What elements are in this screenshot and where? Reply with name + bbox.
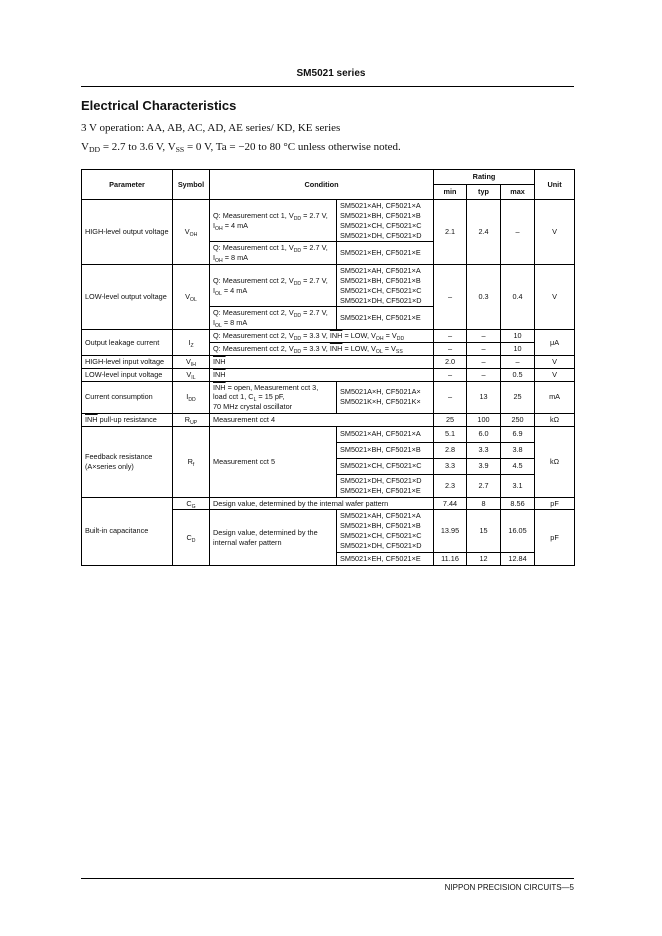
param-iz: Output leakage current bbox=[82, 330, 173, 356]
device-list: SM5021×AH, CF5021×A SM5021×BH, CF5021×B SM5021×CH, CF5021×C SM5021×DH, CF5021×D bbox=[337, 510, 434, 552]
header-row bbox=[82, 170, 575, 185]
min-value: 13.95 bbox=[434, 510, 467, 552]
page-header-title: SM5021 series bbox=[296, 68, 366, 79]
param-voh: HIGH-level output voltage bbox=[82, 200, 173, 265]
table-row bbox=[82, 330, 575, 343]
symbol-rf: $R_f$ bbox=[173, 426, 210, 497]
table-row bbox=[82, 381, 575, 414]
min-value: 2.8 bbox=[434, 442, 467, 458]
device-list: SM5021×BH, CF5021×B bbox=[337, 442, 434, 458]
device-list: SM5021×AH, CF5021×A SM5021×BH, CF5021×B SM5021×CH, CF5021×C SM5021×DH, CF5021×D bbox=[337, 265, 434, 307]
condition-cell: Q: Measurement cct 1, $V_{DD} = 2.7$ V, $I_{OH} = 4$ mA bbox=[210, 200, 337, 242]
max-value: – bbox=[501, 355, 535, 368]
section-title: Electrical Characteristics bbox=[81, 98, 237, 113]
typ-value: 3.9 bbox=[467, 458, 501, 474]
typ-value: 0.3 bbox=[467, 265, 501, 330]
max-value: 3.8 bbox=[501, 442, 535, 458]
min-value: 2.1 bbox=[434, 200, 467, 265]
header-min: min bbox=[434, 185, 467, 200]
max-value: 0.4 bbox=[501, 265, 535, 330]
unit-value: pF bbox=[535, 497, 575, 510]
symbol-vol: $V_{OL}$ bbox=[173, 265, 210, 330]
condition-cell: $\overline{INH}$ bbox=[210, 355, 434, 368]
condition-cell: Q: Measurement cct 2, $V_{DD} = 2.7$ V, $I_{OL} = 8$ mA bbox=[210, 307, 337, 330]
param-vil: LOW-level input voltage bbox=[82, 368, 173, 381]
min-value: 5.1 bbox=[434, 426, 467, 442]
header-unit: Unit bbox=[535, 170, 575, 200]
operation-line: 3 V operation: AA, AB, AC, AD, AE series/ KD, KE series bbox=[81, 122, 341, 134]
unit-value: μA bbox=[535, 330, 575, 356]
min-value: – bbox=[434, 265, 467, 330]
param-capacitance: Built-in capacitance bbox=[82, 497, 173, 565]
max-value: 10 bbox=[501, 342, 535, 355]
table-row bbox=[82, 414, 575, 427]
device-list: SM5021×CH, CF5021×C bbox=[337, 458, 434, 474]
typ-value: – bbox=[467, 368, 501, 381]
condition-cell: $\overline{INH}$ bbox=[210, 368, 434, 381]
condition-cell: Measurement cct 5 bbox=[210, 426, 337, 497]
symbol-vil: $V_{IL}$ bbox=[173, 368, 210, 381]
device-list: SM5021×EH, CF5021×E bbox=[337, 307, 434, 330]
symbol-cg: $C_G$ bbox=[173, 497, 210, 510]
typ-value: 6.0 bbox=[467, 426, 501, 442]
table-row bbox=[82, 355, 575, 368]
param-vih: HIGH-level input voltage bbox=[82, 355, 173, 368]
typ-value: – bbox=[467, 342, 501, 355]
param-rup: $\overline{INH}$ pull-up resistance bbox=[82, 414, 173, 427]
max-value: 12.84 bbox=[501, 552, 535, 565]
max-value: – bbox=[501, 200, 535, 265]
max-value: 0.5 bbox=[501, 368, 535, 381]
table-row bbox=[82, 265, 575, 307]
typ-value: 100 bbox=[467, 414, 501, 427]
min-value: – bbox=[434, 342, 467, 355]
max-value: 6.9 bbox=[501, 426, 535, 442]
condition-cell: $\overline{INH}$ = open, Measurement cct 3, load cct 1, $C_L = 15$ pF, 70 MHz crystal oscillator bbox=[210, 381, 337, 414]
device-list: SM5021×AH, CF5021×A bbox=[337, 426, 434, 442]
symbol-cd: $C_D$ bbox=[173, 510, 210, 565]
header-condition: Condition bbox=[210, 170, 434, 200]
unit-value: V bbox=[535, 265, 575, 330]
min-value: – bbox=[434, 368, 467, 381]
typ-value: 2.7 bbox=[467, 474, 501, 497]
param-rf: Feedback resistance (A×series only) bbox=[82, 426, 173, 497]
typ-value: 2.4 bbox=[467, 200, 501, 265]
symbol-idd: $I_{DD}$ bbox=[173, 381, 210, 414]
footer-page-label: NIPPON PRECISION CIRCUITS—5 bbox=[444, 883, 574, 892]
header-parameter: Parameter bbox=[82, 170, 173, 200]
min-value: 7.44 bbox=[434, 497, 467, 510]
min-value: 3.3 bbox=[434, 458, 467, 474]
unit-value: pF bbox=[535, 510, 575, 565]
condition-cell: Q: Measurement cct 1, $V_{DD} = 2.7$ V, $I_{OH} = 8$ mA bbox=[210, 242, 337, 265]
min-value: – bbox=[434, 381, 467, 414]
footer-divider bbox=[81, 878, 574, 879]
typ-value: – bbox=[467, 330, 501, 343]
conditions-line: $V_{DD} = 2.7$ to 3.6 V, $V_{SS} = 0$ V, Ta = −20 to 80 °C unless otherwise noted. bbox=[81, 141, 401, 154]
min-value: – bbox=[434, 330, 467, 343]
table-row bbox=[82, 200, 575, 242]
max-value: 8.56 bbox=[501, 497, 535, 510]
unit-value: kΩ bbox=[535, 414, 575, 427]
symbol-vih: $V_{IH}$ bbox=[173, 355, 210, 368]
typ-value: 13 bbox=[467, 381, 501, 414]
header-rating: Rating bbox=[434, 170, 535, 185]
table-row bbox=[82, 368, 575, 381]
max-value: 3.1 bbox=[501, 474, 535, 497]
max-value: 16.05 bbox=[501, 510, 535, 552]
condition-cell: Q: Measurement cct 2, $V_{DD} = 3.3$ V, $\overline{INH}$ = LOW, $V_{OH} = V_{DD}$ bbox=[210, 330, 434, 343]
header-typ: typ bbox=[467, 185, 501, 200]
typ-value: 12 bbox=[467, 552, 501, 565]
symbol-rup: $R_{UP}$ bbox=[173, 414, 210, 427]
symbol-voh: $V_{OH}$ bbox=[173, 200, 210, 265]
table-row bbox=[82, 497, 575, 510]
typ-value: 15 bbox=[467, 510, 501, 552]
min-value: 25 bbox=[434, 414, 467, 427]
max-value: 4.5 bbox=[501, 458, 535, 474]
param-idd: Current consumption bbox=[82, 381, 173, 414]
typ-value: – bbox=[467, 355, 501, 368]
header-symbol: Symbol bbox=[173, 170, 210, 200]
param-vol: LOW-level output voltage bbox=[82, 265, 173, 330]
condition-cell: Design value, determined by the internal wafer pattern bbox=[210, 497, 434, 510]
device-list: SM5021×EH, CF5021×E bbox=[337, 242, 434, 265]
unit-value: V bbox=[535, 355, 575, 368]
min-value: 2.3 bbox=[434, 474, 467, 497]
typ-value: 3.3 bbox=[467, 442, 501, 458]
device-list: SM5021×AH, CF5021×A SM5021×BH, CF5021×B SM5021×CH, CF5021×C SM5021×DH, CF5021×D bbox=[337, 200, 434, 242]
device-list: SM5021×DH, CF5021×D SM5021×EH, CF5021×E bbox=[337, 474, 434, 497]
table-row bbox=[82, 426, 575, 442]
unit-value: mA bbox=[535, 381, 575, 414]
condition-cell: Design value, determined by the internal wafer pattern bbox=[210, 510, 337, 565]
typ-value: 8 bbox=[467, 497, 501, 510]
condition-cell: Q: Measurement cct 2, $V_{DD} = 3.3$ V, $\overline{INH}$ = LOW, $V_{OL} = V_{SS}$ bbox=[210, 342, 434, 355]
unit-value: V bbox=[535, 200, 575, 265]
condition-cell: Measurement cct 4 bbox=[210, 414, 434, 427]
max-value: 10 bbox=[501, 330, 535, 343]
symbol-iz: $I_Z$ bbox=[173, 330, 210, 356]
min-value: 2.0 bbox=[434, 355, 467, 368]
device-list: SM5021A×H, CF5021A× SM5021K×H, CF5021K× bbox=[337, 381, 434, 414]
condition-cell: Q: Measurement cct 2, $V_{DD} = 2.7$ V, $I_{OL} = 4$ mA bbox=[210, 265, 337, 307]
header-max: max bbox=[501, 185, 535, 200]
max-value: 25 bbox=[501, 381, 535, 414]
unit-value: kΩ bbox=[535, 426, 575, 497]
device-list: SM5021×EH, CF5021×E bbox=[337, 552, 434, 565]
min-value: 11.16 bbox=[434, 552, 467, 565]
unit-value: V bbox=[535, 368, 575, 381]
header-divider bbox=[81, 86, 574, 87]
electrical-characteristics-table bbox=[81, 169, 575, 566]
max-value: 250 bbox=[501, 414, 535, 427]
